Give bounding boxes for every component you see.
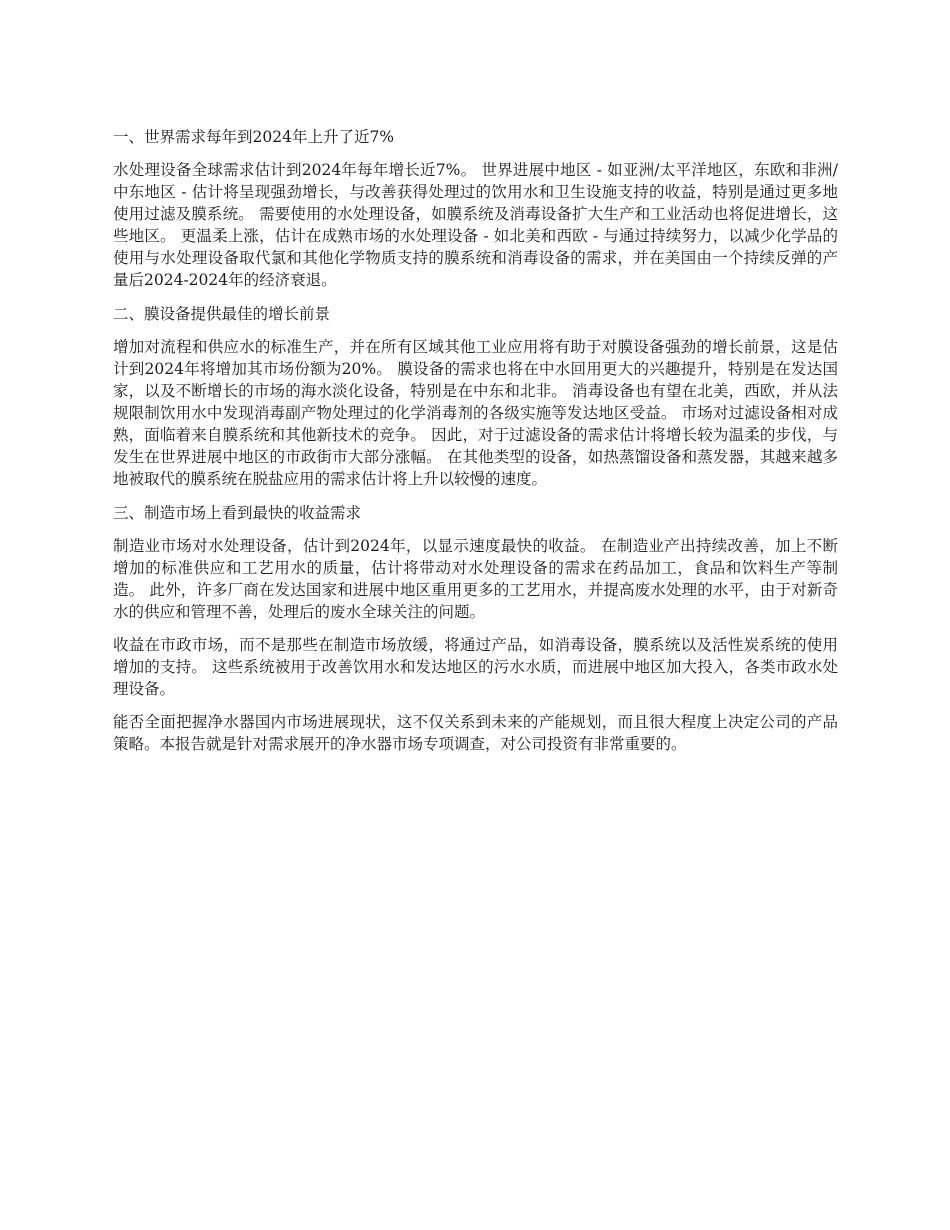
section-paragraph: 能否全面把握净水器国内市场进展现状，这不仅关系到未来的产能规划，而且很大程度上决定公司的产品策略。本报告就是针对需求展开的净水器市场专项调查，对公司投资有非常重要的。	[113, 713, 838, 753]
section-paragraph: 增加对流程和供应水的标准生产，并在所有区域其他工业应用将有助于对膜设备强劲的增长前景，这是估计到2024年将增加其市场份额为20%。 膜设备的需求也将在中水回用更大的兴趣提升，特别是在发达国家，以及不断增长的市场的海水淡化设备，特别是在中东和北非。 消毒设备也有望在北美，西欧，并从法规限制饮用水中发现消毒副产物处理过的化学消毒剂的各级实施等发达地区受益。 市场对过滤设备相对成熟，面临着来自膜系统和其他新技术的竞争。 因此，对于过滤设备的需求估计将增长较为温柔的步伐，与发生在世界进展中地区的市政街市大部分涨幅。 在其他类型的设备，如热蒸馏设备和蒸发器，其越来越多地被取代的膜系统在脱盐应用的需求估计将上升以较慢的速度。	[113, 338, 838, 488]
section-heading: 二、膜设备提供最佳的增长前景	[113, 305, 331, 323]
section-heading: 三、制造市场上看到最快的收益需求	[113, 504, 362, 522]
section-paragraph: 收益在市政市场，而不是那些在制造市场放缓，将通过产品，如消毒设备，膜系统以及活性炭系统的使用增加的支持。 这些系统被用于改善饮用水和发达地区的污水水质，而进展中地区加大投入，各类市政水处理设备。	[113, 636, 838, 698]
section-3	[113, 501, 838, 755]
section-1	[113, 125, 838, 291]
section-paragraph: 制造业市场对水处理设备，估计到2024年，以显示速度最快的收益。 在制造业产出持续改善，加上不断增加的标准供应和工艺用水的质量，估计将带动对水处理设备的需求在药品加工，食品和饮料生产等制造。 此外，许多厂商在发达国家和进展中地区重用更多的工艺用水，并提高废水处理的水平，由于对新奇水的供应和管理不善，处理后的废水全球关注的问题。	[113, 537, 838, 621]
section-paragraph: 水处理设备全球需求估计到2024年每年增长近7%。 世界进展中地区 - 如亚洲/太平洋地区，东欧和非洲/中东地区 - 估计将呈现强劲增长，与改善获得处理过的饮用水和卫生设施支持的收益，特别是通过更多地使用过滤及膜系统。 需要使用的水处理设备，如膜系统及消毒设备扩大生产和工业活动也将促进增长，这些地区。 更温柔上涨，估计在成熟市场的水处理设备 - 如北美和西欧 - 与通过持续努力，以减少化学品的使用与水处理设备取代氯和其他化学物质支持的膜系统和消毒设备的需求，并在美国由一个持续反弹的产量后2024-2024年的经济衰退。	[113, 161, 838, 289]
section-heading: 一、世界需求每年到2024年上升了近7%	[113, 128, 395, 146]
section-2	[113, 302, 838, 490]
document-page	[113, 125, 838, 766]
